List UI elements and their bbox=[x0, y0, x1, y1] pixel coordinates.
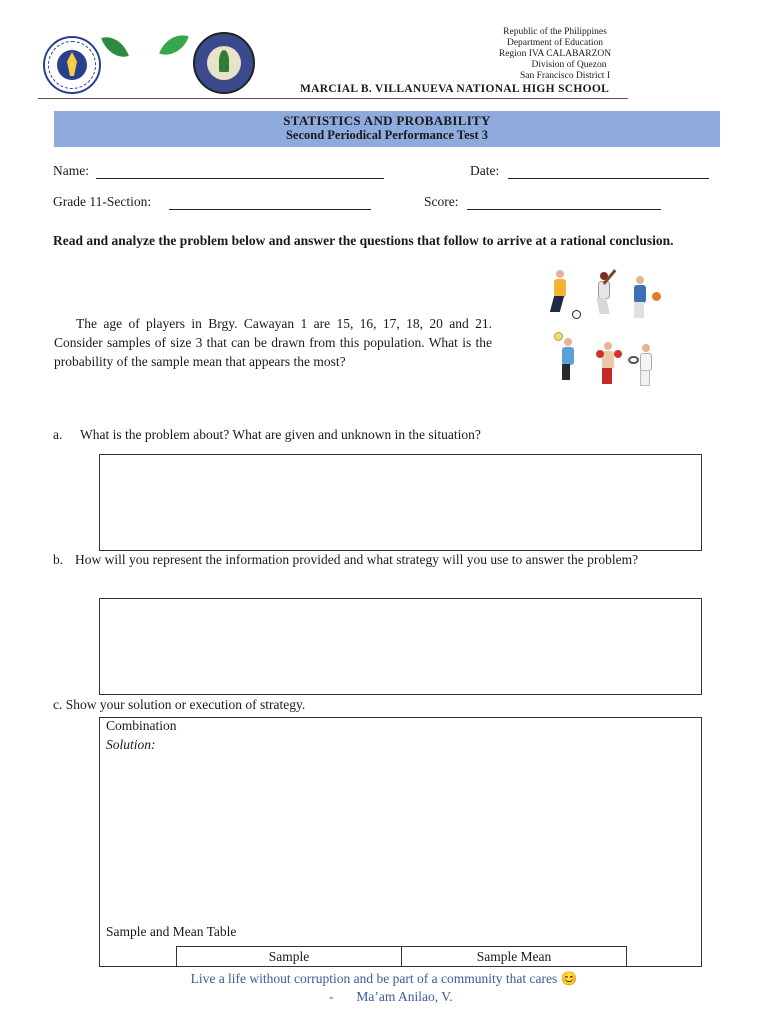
solution-label: Solution: bbox=[106, 737, 156, 752]
name-field[interactable] bbox=[96, 178, 384, 179]
header-divider bbox=[38, 98, 628, 99]
header-line: Department of Education bbox=[506, 38, 604, 48]
sample-mean-table bbox=[176, 946, 627, 967]
test-title: Second Periodical Performance Test 3 bbox=[285, 128, 489, 142]
leaf-icon bbox=[159, 29, 189, 61]
answer-box-a[interactable] bbox=[99, 454, 702, 551]
column-header-sample: Sample bbox=[177, 947, 402, 967]
sample-mean-table-caption: Sample and Mean Table bbox=[106, 924, 237, 939]
table-header-row bbox=[177, 947, 627, 967]
grade-section-label: Grade 11-Section: bbox=[53, 194, 152, 209]
tree-icon bbox=[219, 50, 229, 72]
date-field[interactable] bbox=[508, 178, 709, 179]
footer-motto: Live a life without corruption and be part of a community that cares 😊 bbox=[190, 971, 578, 986]
footer-author-line bbox=[329, 989, 453, 1005]
question-a-text: What is the problem about? What are given and unknown in the situation? bbox=[80, 427, 481, 442]
grade-section-field[interactable] bbox=[169, 209, 371, 210]
combination-label: Combination bbox=[106, 718, 177, 733]
header-line: Region IVA CALABARZON bbox=[498, 49, 612, 59]
author-name: Ma’am Anilao, V. bbox=[356, 989, 453, 1004]
problem-statement bbox=[54, 314, 492, 371]
school-seal-logo bbox=[193, 32, 255, 94]
header-line: San Francisco District I bbox=[520, 71, 610, 81]
name-label: Name: bbox=[53, 163, 89, 178]
instructions: Read and analyze the problem below and answer the questions that follow to arrive at a rational conclusion. bbox=[53, 233, 674, 248]
answer-box-b[interactable] bbox=[99, 598, 702, 695]
header-line: Division of Quezon bbox=[531, 60, 607, 70]
score-label: Score: bbox=[424, 194, 459, 209]
question-b-text: How will you represent the information provided and what strategy will you use to answer the problem? bbox=[75, 552, 639, 567]
sports-players-illustration bbox=[540, 266, 672, 400]
title-banner bbox=[54, 111, 720, 147]
question-b-marker: b. bbox=[53, 552, 64, 567]
header-address bbox=[470, 27, 640, 82]
problem-text: The age of players in Brgy. Cawayan 1 are 15, 16, 17, 18, 20 and 21. Consider samples of size 3 that can be drawn from this population. What is the probability of the sample mean that appears the most? bbox=[54, 316, 492, 369]
question-c-text: c. Show your solution or execution of strategy. bbox=[53, 697, 306, 712]
author-dash: - bbox=[329, 989, 334, 1004]
question-a-marker: a. bbox=[53, 427, 63, 442]
leaf-icon bbox=[101, 31, 129, 62]
column-header-sample-mean: Sample Mean bbox=[402, 947, 627, 967]
deped-seal-logo bbox=[43, 36, 101, 94]
score-field[interactable] bbox=[467, 209, 661, 210]
deped-quezon-logo bbox=[101, 30, 189, 88]
date-label: Date: bbox=[470, 163, 500, 178]
header-line: Republic of the Philippines bbox=[503, 27, 607, 37]
subject-title: STATISTICS AND PROBABILITY bbox=[283, 113, 491, 128]
school-name: MARCIAL B. VILLANUEVA NATIONAL HIGH SCHOOL bbox=[300, 83, 610, 95]
